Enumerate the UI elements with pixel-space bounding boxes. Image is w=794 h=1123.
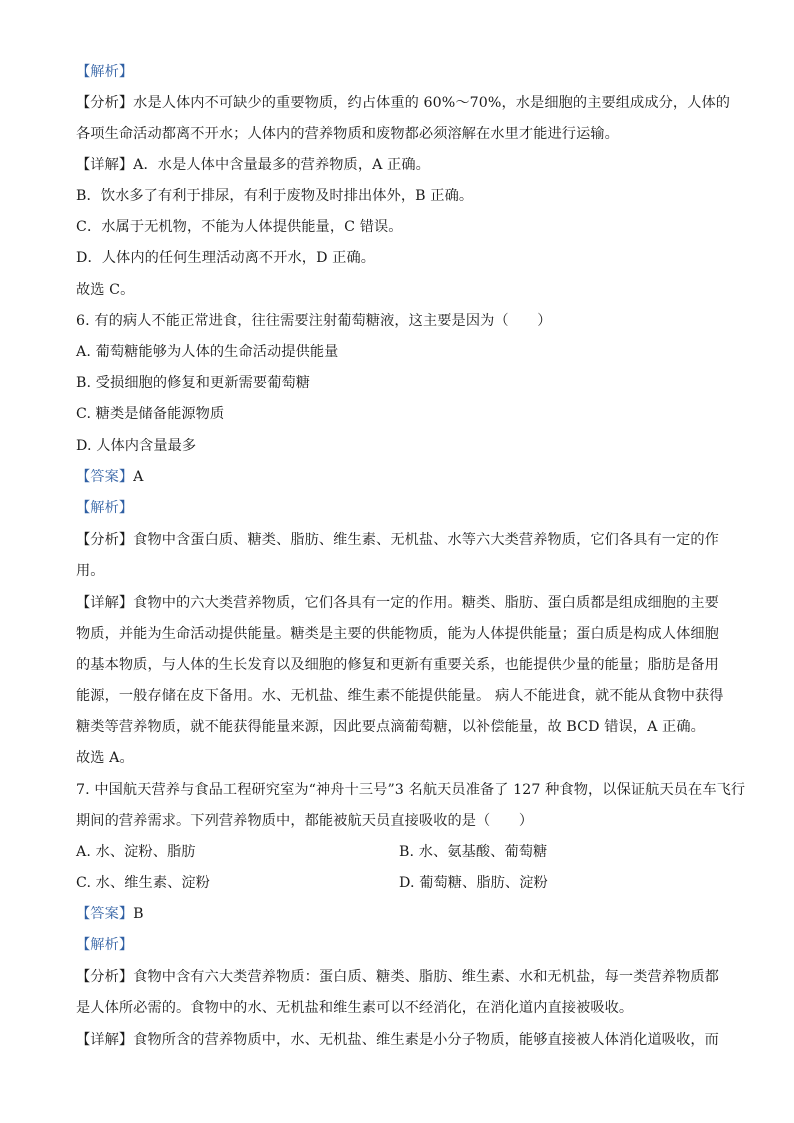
text-line: 故选 C。 [76,282,135,298]
text-line: 的基本物质，与人体的生长发育以及细胞的修复和更新有重要关系，也能提供少量的能量；脂肪是备用 [76,657,719,673]
text-line: 故选 A。 [76,750,134,766]
text-line: 【分析】水是人体内不可缺少的重要物质，约占体重的 60%～70%，水是细胞的主要组成成分，人体的 [76,95,731,111]
text-line: 【分析】食物中含蛋白质、糖类、脂肪、维生素、无机盐、水等六大类营养物质，它们各具有一定的作 [76,532,719,548]
analysis-heading: 【解析】 [76,64,134,80]
text-line: 【分析】食物中含有六大类营养物质：蛋白质、糖类、脂肪、维生素、水和无机盐，每一类营养物质都 [76,969,719,985]
text-line: 是人体所必需的。食物中的水、无机盐和维生素可以不经消化，在消化道内直接被吸收。 [76,1000,634,1016]
option-b: B. 水、氨基酸、葡萄糖 [399,844,548,860]
text-line: 能源，一般存储在皮下备用。水、无机盐、维生素不能提供能量。 病人不能进食，就不能从食物中获得 [76,688,724,704]
text-line: 期间的营养需求。下列营养物质中，都能被航天员直接吸收的是（ ） [76,813,534,829]
text-line: 各项生命活动都离不开水；人体内的营养物质和废物都必须溶解在水里才能进行运输。 [76,126,619,142]
text-line: C．水属于无机物，不能为人体提供能量，C 错误。 [76,219,403,235]
text-line: 物质，并能为生命活动提供能量。糖类是主要的供能物质，能为人体提供能量；蛋白质是构成人体细胞 [76,626,719,642]
option-b: B. 受损细胞的修复和更新需要葡萄糖 [76,375,311,391]
question-7: 7. 中国航天营养与食品工程研究室为“神舟十三号”3 名航天员准备了 127 种食物，以保证航天员在车飞行 [76,782,746,798]
question-6: 6. 有的病人不能正常进食，往往需要注射葡萄糖液，这主要是因为（ ） [76,313,552,329]
text-line: 【详解】食物所含的营养物质中，水、无机盐、维生素是小分子物质，能够直接被人体消化道吸收，而 [76,1032,719,1048]
analysis-heading: 【解析】 [76,937,134,953]
answer-line: 【答案】A [76,469,144,485]
answer-line: 【答案】B [76,906,144,922]
text-line: D．人体内的任何生理活动离不开水，D 正确。 [76,250,376,266]
text-line: 糖类等营养物质，就不能获得能量来源，因此要点滴葡萄糖，以补偿能量，故 BCD 错误，A 正确。 [76,719,705,735]
text-line: B．饮水多了有利于排尿，有利于废物及时排出体外，B 正确。 [76,188,474,204]
text-line: 【详解】A．水是人体中含量最多的营养物质，A 正确。 [76,157,430,173]
option-d: D. 葡萄糖、脂肪、淀粉 [399,875,548,891]
option-c: C. 糖类是储备能源物质 [76,406,225,422]
text-line: 用。 [76,563,105,579]
option-d: D. 人体内含量最多 [76,438,197,454]
option-a: A. 水、淀粉、脂肪 [76,844,196,860]
option-c: C. 水、维生素、淀粉 [76,875,210,891]
analysis-heading: 【解析】 [76,500,134,516]
text-line: 【详解】食物中的六大类营养物质，它们各具有一定的作用。糖类、脂肪、蛋白质都是组成细胞的主要 [76,595,719,611]
option-a: A. 葡萄糖能够为人体的生命活动提供能量 [76,344,339,360]
